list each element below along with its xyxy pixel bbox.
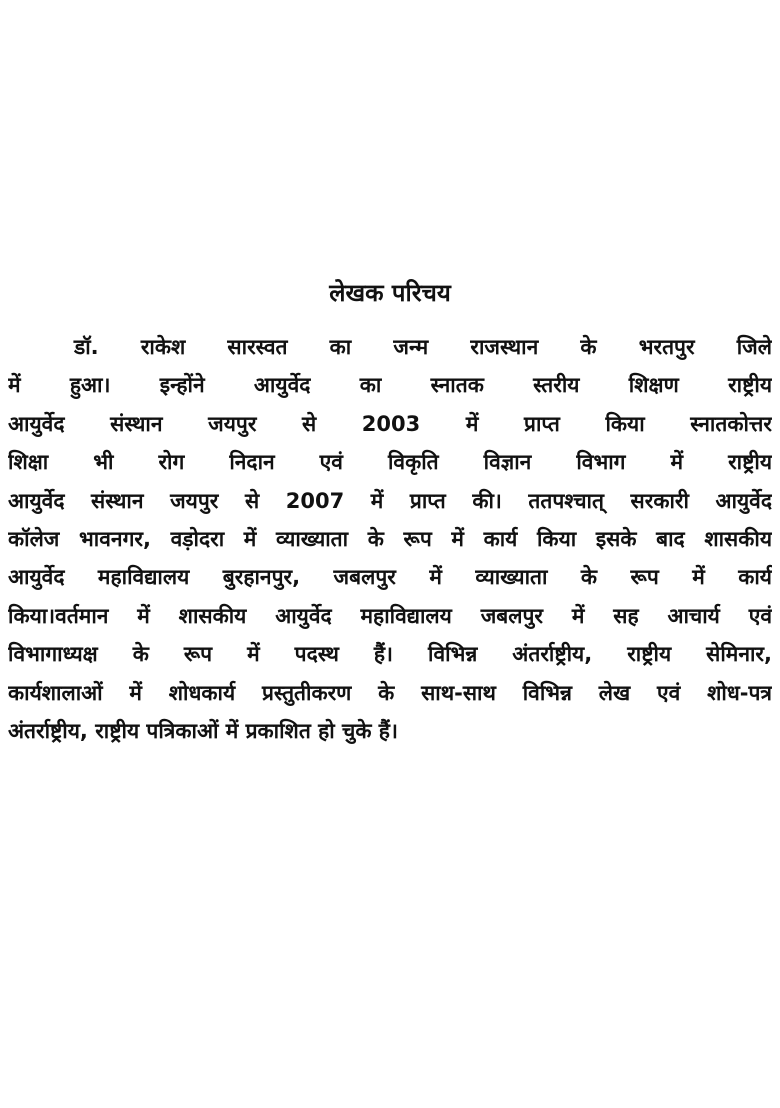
- paragraph-line-10: कार्यशालाओं में शोधकार्य प्रस्तुतीकरण के साथ-साथ विभिन्न लेख एवं शोध-पत्र: [8, 680, 772, 705]
- paragraph-line-3: आयुर्वेद संस्थान जयपुर से 2003 में प्राप्त किया स्नातकोत्तर: [8, 411, 772, 436]
- paragraph-line-6: कॉलेज भावनगर, वड़ोदरा में व्याख्याता के रूप में कार्य किया इसके बाद शासकीय: [8, 526, 772, 551]
- paragraph-line-7: आयुर्वेद महाविद्यालय बुरहानपुर, जबलपुर में व्याख्याता के रूप में कार्य: [8, 565, 772, 590]
- paragraph-line-4: शिक्षा भी रोग निदान एवं विकृति विज्ञान विभाग में राष्ट्रीय: [8, 450, 772, 475]
- paragraph-line-1: डॉ. राकेश सारस्वत का जन्म राजस्थान के भरतपुर जिले: [74, 335, 772, 359]
- page-title: लेखक परिचय: [329, 279, 451, 307]
- author-bio-paragraph: [8, 328, 772, 750]
- paragraph-line-5: आयुर्वेद संस्थान जयपुर से 2007 में प्राप्त की। ततपश्चात् सरकारी आयुर्वेद: [8, 488, 772, 513]
- paragraph-line-9: विभागाध्यक्ष के रूप में पदस्थ हैं। विभिन्न अंतर्राष्ट्रीय, राष्ट्रीय सेमिनार,: [8, 642, 772, 667]
- paragraph-line-8: किया।वर्तमान में शासकीय आयुर्वेद महाविद्यालय जबलपुर में सह आचार्य एवं: [8, 603, 772, 628]
- paragraph-line-2: में हुआ। इन्होंने आयुर्वेद का स्नातक स्तरीय शिक्षण राष्ट्रीय: [8, 373, 772, 398]
- paragraph-line-11: अंतर्राष्ट्रीय, राष्ट्रीय पत्रिकाओं में प्रकाशित हो चुके हैं।: [8, 718, 398, 743]
